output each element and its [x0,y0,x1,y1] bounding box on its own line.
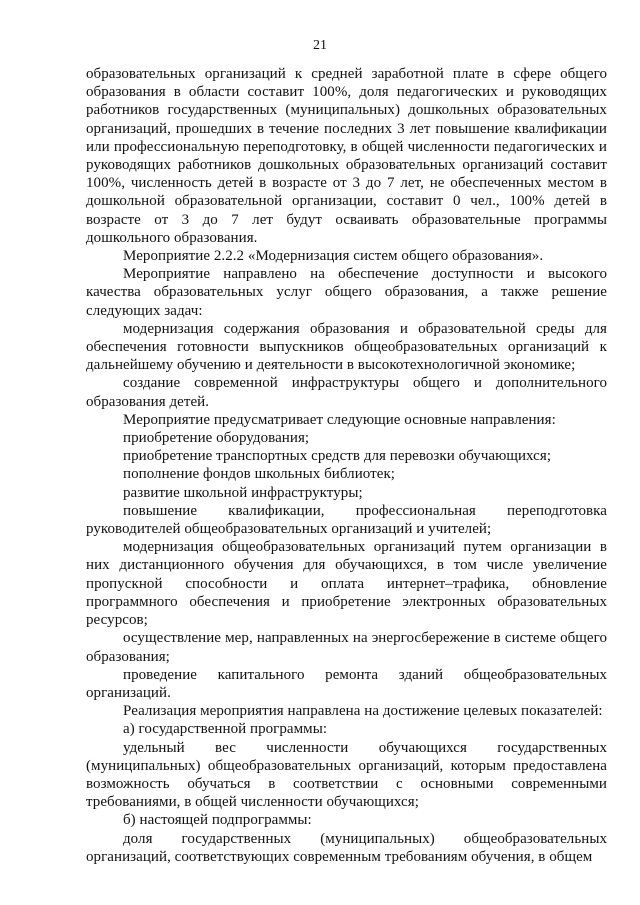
paragraph: пополнение фондов школьных библиотек; [123,466,396,483]
paragraph: а) государственной программы: [123,721,328,738]
paragraph: осуществление мер, направленных на энергосбережение в системе общего образования; [86,630,607,665]
paragraph: удельный вес численности обучающихся государственных (муниципальных) общеобразовательных организаций, которым предоставлена возможность обучаться в соответствии с основными современными требованиями, в общей численности обучающихся; [86,739,607,811]
paragraph: Мероприятие 2.2.2 «Модернизация систем общего образования». [123,248,544,265]
body-text [86,65,607,866]
paragraph: модернизация общеобразовательных организаций путем организации в них дистанционного обучения для обучающихся, в том числе увеличение пропускной способности и оплата интернет–трафика, обновление программного обеспечения и приобретение электронных образовательных ресурсов; [86,539,607,629]
paragraph: Мероприятие направлено на обеспечение доступности и высокого качества образовательных услуг общего образования, а также решение следующих задач: [86,266,607,319]
paragraph: б) настоящей подпрограммы: [123,812,312,829]
paragraph: Мероприятие предусматривает следующие основные направления: [123,411,556,428]
paragraph: проведение капитального ремонта зданий общеобразовательных организаций. [86,666,607,701]
paragraph: развитие школьной инфраструктуры; [123,484,363,501]
paragraph: приобретение оборудования; [123,430,310,447]
paragraph: доля государственных (муниципальных) общеобразовательных организаций, соответствующих современным требованиям обучения, в общем [86,830,607,865]
paragraph: приобретение транспортных средств для перевозки обучающихся; [123,448,552,465]
paragraph: модернизация содержания образования и образовательной среды для обеспечения готовности выпускников общеобразовательных организаций к дальнейшему обучению и деятельности в высокотехнологичной экономике; [86,320,607,374]
paragraph: Реализация мероприятия направлена на достижение целевых показателей: [123,703,603,720]
paragraph: образовательных организаций к средней заработной плате в сфере общего образования в области составит 100%, доля педагогических и руководящих работников государственных (муниципальных) дошкольных образовательных организаций, прошедших в течение последних 3 лет повышение квалификации или профессиональную переподготовку, в общей численности педагогических и руководящих работников дошкольных образовательных организаций составит 100%, численность детей в возрасте от 3 до 7 лет, не обеспеченных местом в дошкольной образовательной организации, составит 0 чел., 100% детей в возрасте от 3 до 7 лет будут осваивать образовательные программы дошкольного образования. [86,66,607,246]
page-number: 21 [313,38,327,53]
paragraph: повышение квалификации, профессиональная переподготовка руководителей общеобразовательных организаций и учителей; [86,502,607,538]
paragraph: создание современной инфраструктуры общего и дополнительного образования детей. [86,375,607,410]
